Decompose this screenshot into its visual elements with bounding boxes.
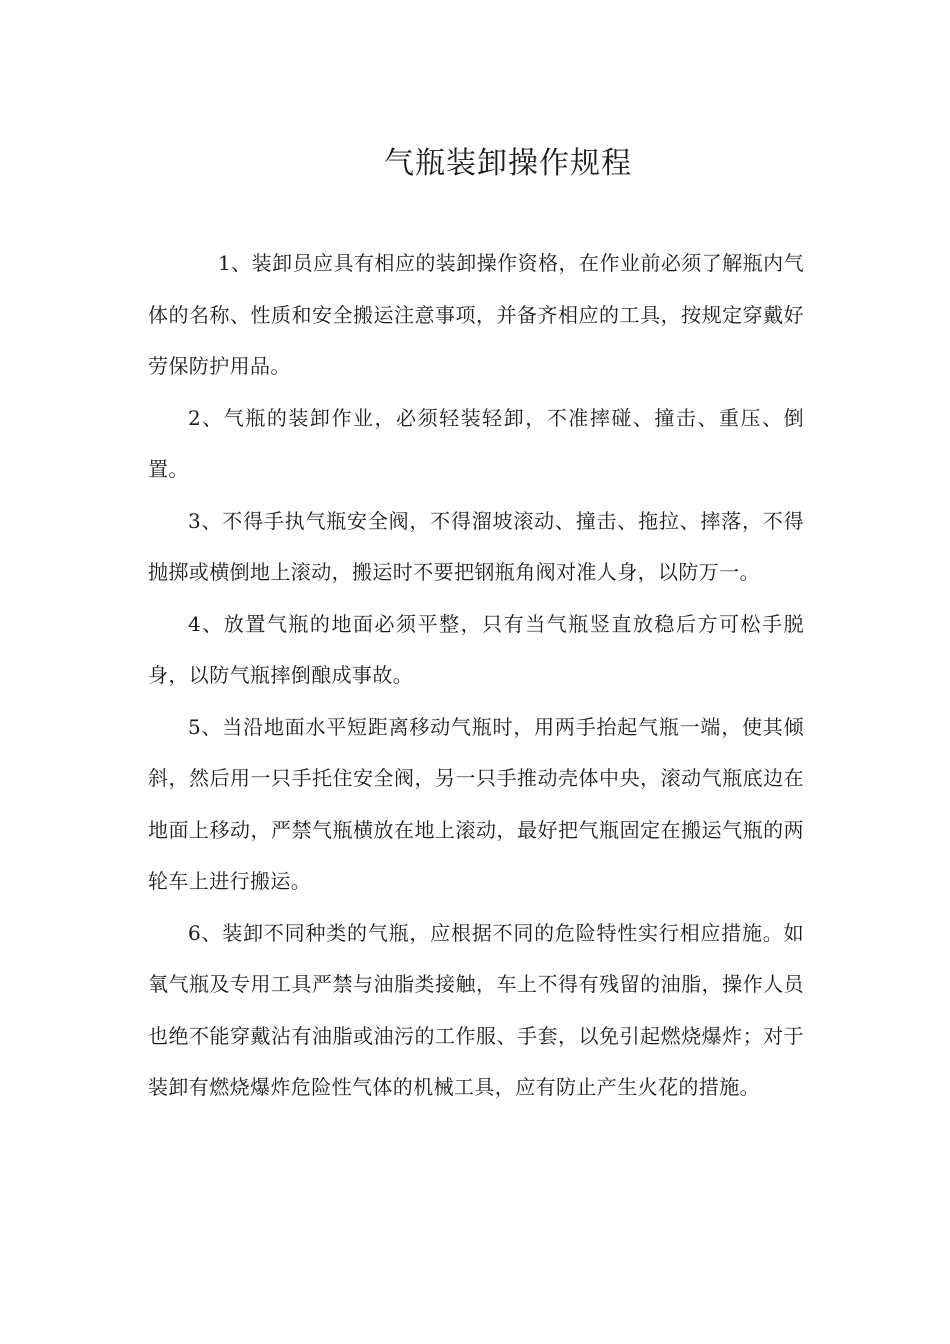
paragraph-3: 3、不得手执气瓶安全阀，不得溜坡滚动、撞击、拖拉、摔落，不得抛掷或横倒地上滚动，搬运时不要把钢瓶角阀对准人身，以防万一。 — [148, 508, 804, 584]
paragraph-2: 2、气瓶的装卸作业，必须轻装轻卸，不准摔碰、撞击、重压、倒置。 — [148, 405, 804, 481]
paragraph-4: 4、放置气瓶的地面必须平整，只有当气瓶竖直放稳后方可松手脱身，以防气瓶摔倒酿成事故。 — [148, 611, 804, 687]
document-body — [148, 238, 804, 1114]
paragraph-6: 6、装卸不同种类的气瓶，应根据不同的危险特性实行相应措施。如氧气瓶及专用工具严禁与油脂类接触，车上不得有残留的油脂，操作人员也绝不能穿戴沾有油脂或油污的工作服、手套，以免引起燃烧爆炸；对于装卸有燃烧爆炸危险性气体的机械工具，应有防止产生火花的措施。 — [148, 920, 804, 1099]
document-title: 气瓶装卸操作规程 — [384, 146, 632, 182]
paragraph-1: 1、装卸员应具有相应的装卸操作资格，在作业前必须了解瓶内气体的名称、性质和安全搬运注意事项，并备齐相应的工具，按规定穿戴好劳保防护用品。 — [148, 251, 804, 378]
paragraph-5: 5、当沿地面水平短距离移动气瓶时，用两手抬起气瓶一端，使其倾斜，然后用一只手托住安全阀，另一只手推动壳体中央，滚动气瓶底边在地面上移动，严禁气瓶横放在地上滚动，最好把气瓶固定在搬运气瓶的两轮车上进行搬运。 — [148, 714, 804, 893]
